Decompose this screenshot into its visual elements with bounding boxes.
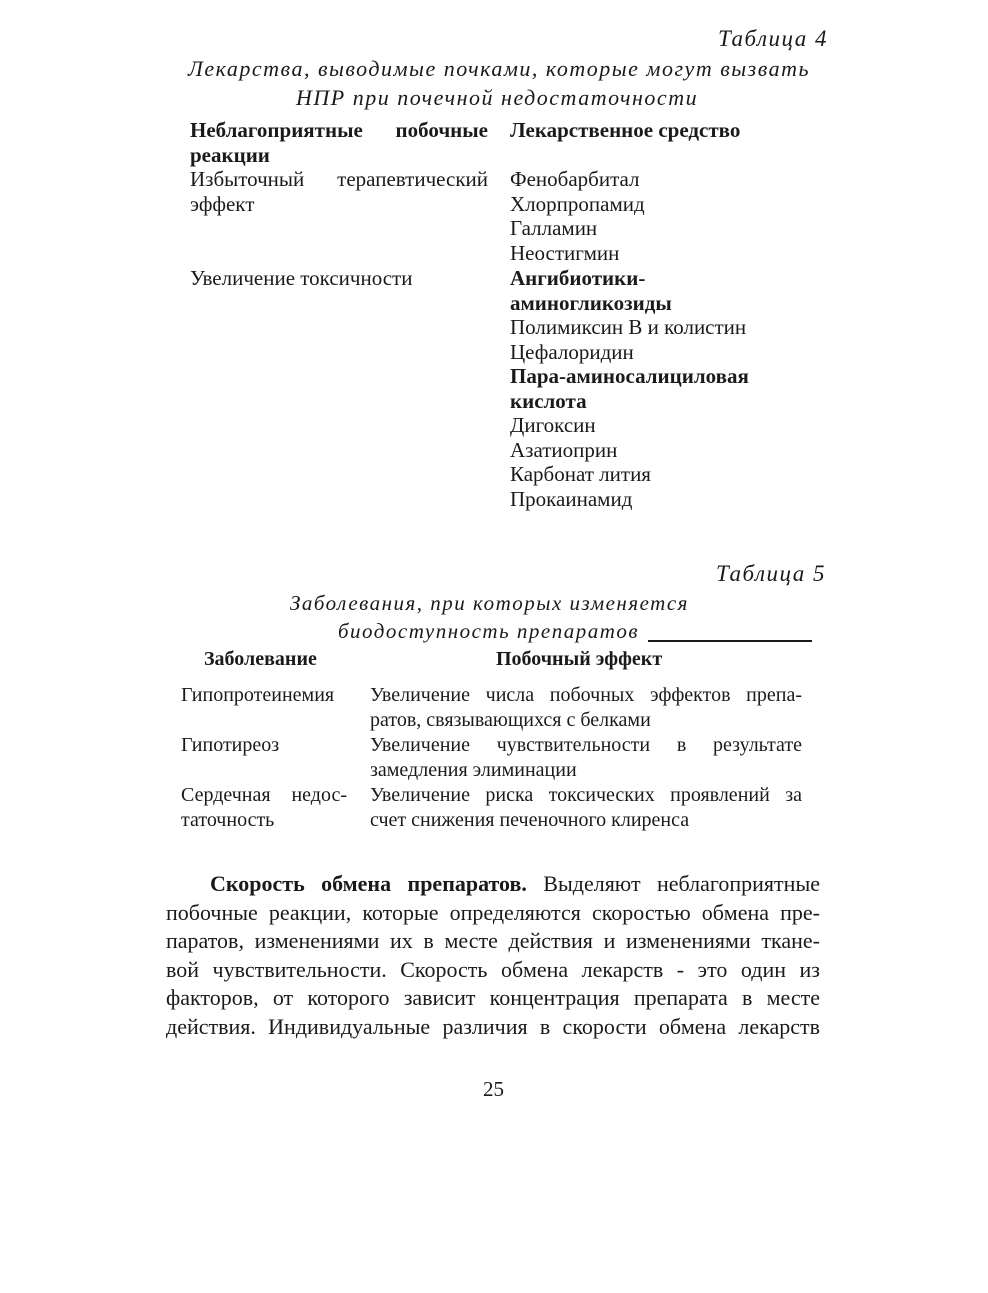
table4-drug: Неостигмин xyxy=(510,240,620,265)
table5-row-disease xyxy=(181,733,279,758)
table4-caption-line1: Лекарства, выводимые почками, которые могут вызвать xyxy=(188,56,811,81)
table5-effect-line: Увеличение чувствительности в результате xyxy=(370,734,802,756)
table5-row-effect xyxy=(370,783,802,833)
paragraph-line: побочные реакции, которые определяются скоростью обмена пре- xyxy=(166,899,820,925)
table5-effect-line: ратов, связывающихся с белками xyxy=(370,709,651,731)
page-number: 25 xyxy=(483,1077,504,1101)
paragraph-line: паратов, изменениями их в месте действия и изменениями ткане- xyxy=(166,928,820,953)
table4-drug-group: Пара-аминосалициловая xyxy=(510,364,749,388)
paragraph-line1-rest: Выделяют неблагоприятные xyxy=(526,871,820,896)
table4-row1-reaction xyxy=(190,167,488,216)
table4-label: Таблица 4 xyxy=(718,26,829,51)
table4-drug-group: Ангибиотики- xyxy=(510,266,646,290)
table4-drug: Азатиоприн xyxy=(510,437,618,462)
table4-drug: Цефалоридин xyxy=(510,339,634,364)
table5-row-effect xyxy=(370,733,802,783)
paragraph-line: факторов, от которого зависит концентрация препарата в месте xyxy=(166,985,820,1010)
table5-caption-line2: биодоступность препаратов xyxy=(338,619,640,643)
table5-header-col2: Побочный эффект xyxy=(496,648,663,670)
table5-effect-line: замедления элиминации xyxy=(370,759,577,781)
table4-drug: Полимиксин В и колистин xyxy=(510,315,747,339)
table4-row1-reaction-line1: Избыточный терапевтический xyxy=(190,167,488,191)
table4-drug: Прокаинамид xyxy=(510,486,633,511)
table4-row1-reaction-line2: эффект xyxy=(190,191,255,216)
paragraph-first-line xyxy=(166,870,820,899)
table5-effect-line: Увеличение числа побочных эффектов препа- xyxy=(370,684,802,706)
body-paragraph xyxy=(166,870,820,1041)
table4-header-col1-line1: Неблагоприятные побочные xyxy=(190,118,488,142)
table5-label: Таблица 5 xyxy=(716,561,827,586)
table4-row2-drugs xyxy=(510,266,749,511)
table5-caption-rule xyxy=(648,640,812,642)
table4-drug: Карбонат лития xyxy=(510,462,651,486)
table5-disease-line: Гипотиреоз xyxy=(181,734,280,756)
table4-header-col2: Лекарственное средство xyxy=(510,118,741,142)
table4-caption-line2: НПР при почечной недостаточности xyxy=(296,85,699,110)
table4-header-col1-line2: реакции xyxy=(190,142,270,167)
table5-disease-line: Сердечная недос- xyxy=(181,784,347,806)
table4-drug: Галламин xyxy=(510,216,598,240)
table5-effect-line: счет снижения печеночного клиренса xyxy=(370,809,690,831)
table4-drug: Дигоксин xyxy=(510,413,596,437)
table5-row-disease xyxy=(181,683,334,708)
table5-disease-line: таточность xyxy=(181,809,275,831)
table5-disease-line: Гипопротеинемия xyxy=(181,684,335,706)
paragraph-line: вой чувствительности. Скорость обмена лекарств - это один из xyxy=(166,956,820,982)
table5-caption-line1: Заболевания, при которых изменяется xyxy=(290,591,689,615)
table5-row-disease xyxy=(181,783,347,833)
table4-drug: Хлорпропамид xyxy=(510,191,645,216)
table4-drug-group: кислота xyxy=(510,388,587,413)
table5-header-col1: Заболевание xyxy=(204,648,317,670)
paragraph-lead: Скорость обмена препаратов. xyxy=(210,871,527,896)
table5-effect-line: Увеличение риска токсических проявлений за xyxy=(370,784,802,806)
table4-header-col1 xyxy=(190,118,488,167)
table4-row1-drugs xyxy=(510,167,645,265)
table4-drug: Фенобарбитал xyxy=(510,167,640,191)
paragraph-line: действия. Индивидуальные различия в скорости обмена лекарств xyxy=(166,1013,820,1039)
table4-row2-reaction: Увеличение токсичности xyxy=(190,266,413,290)
table4-drug-group: аминогликозиды xyxy=(510,290,672,315)
table5-row-effect xyxy=(370,683,802,733)
